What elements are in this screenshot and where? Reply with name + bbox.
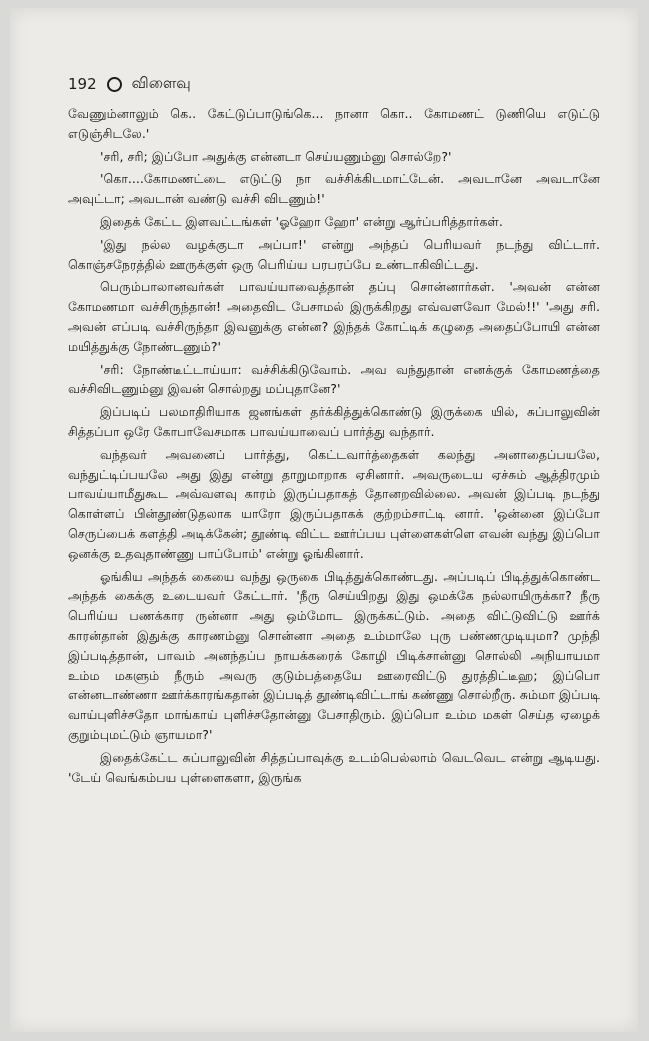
paragraph: பெரும்பாலானவர்கள் பாவய்யாவைத்தான் தப்பு சொன்னார்கள். 'அவன் என்ன கோமணமா வச்சிருந்தான்! அதைவிட பேசாமல் இருக்கிறது எவ்வளவோ மேல்!!' 'அது சரி. அவன் எப்படி வச்சிருந்தா இவனுக்கு என்ன? இந்தக் கோட்டிக் கழுதை அதைப்போயி என்ன மயித்துக்கு நோண்டணும்?'	[68, 279, 600, 354]
paragraph: இப்படிப் பலமாதிரியாக ஜனங்கள் தர்க்கித்துக்கொண்டு இருக்கை யில், சுப்பாலுவின் சித்தப்பா ஒரே கோபாவேசமாக பாவய்யாவைப் பார்த்து வந்தார்.	[68, 404, 600, 439]
page-number: 192	[68, 75, 97, 93]
chapter-title: விளைவு	[131, 74, 191, 92]
circle-icon	[107, 77, 122, 92]
paragraph: ஓங்கிய அந்தக் கையை வந்து ஒருகை பிடித்துக்கொண்டது. அப்படிப் பிடித்துக்கொண்ட அந்தக் கைக்கு உடையவர் கேட்டார். 'நீரு செய்யிறது இது ஒமக்கே நல்லாயிருக்கா? நீரு பெரிய்ய பணக்கார ருன்னா அது ஒம்மோட இருக்கட்டும். அதை விட்டுவிட்டு ஊர்க் காரன்தான் இதுக்கு காரணம்னு சொன்னா அதை உம்மாலே புரு பண்ணமுடியுமா? முந்தி இப்படித்தான், பாவம் அனந்தப்ப நாயக்கரைக் கோழி பிடிக்சான்னு சொல்லி அநியாயமா உம்ம மகளும் நீரும் அவரு குடும்பத்தையே ஊரைவிட்டு துரத்திட்டீஹ; இப்பொ என்னடாண்ணா ஊர்க்காரங்கதான் இப்படித் தூண்டிவிட்டாங் கண்ணு சொல்றீரு. சும்மா இப்படி வாய்புளிச்சதோ மாங்காய் புளிச்சதோன்னு பேசாதிரும். இப்பொ உம்ம மகள் செய்த ஏழைக் குறும்புமட்டும் ஞாயமா?'	[68, 568, 600, 742]
body-text	[68, 104, 600, 787]
paragraph: இதைக்கேட்ட சுப்பாலுவின் சித்தப்பாவுக்கு உடம்பெல்லாம் வெடவெட என்று ஆடியது. 'டேய் வெங்கம்பய புள்ளைகளா, இருங்க	[68, 749, 600, 785]
paragraph: வேணும்னாலும் கெ.. கேட்டுப்பாடுங்கெ... நானா கொ.. கோமணட் டுணியெ எடுட்டு எடுஞ்சிடலே.'	[68, 106, 600, 141]
paragraph: வந்தவர் அவனைப் பார்த்து, கெட்டவார்த்தைகள் கலந்து அனாதைப்பயலே, வந்துட்டிப்பயலே அது இது என்று தாறுமாறாக ஏசினார். அவருடைய ஏச்சும் ஆத்திரமும் பாவய்யாமீதுகூட அவ்வளவு காரம் இருப்பதாகத் தோனறவில்லை. அவன் இப்படி நடந்து கொள்ளப் பின்தூண்டுதலாக யாரோ இருப்பதாகக் குற்றம்சாட்டி னார். 'ஒன்னை இப்போ செருப்பைக் களத்தி அடிக்கேன்; தூண்டி விட்ட ஊர்ப்பய புள்ளைகள்ளெ எவன் வந்து இப்பொ ஒனக்கு உதவுதாண்ணு பாப்போம்' என்று ஓங்கினார்.	[68, 446, 600, 561]
paragraph: 'இது நல்ல வழக்குடா அப்பா!' என்று அந்தப் பெரியவர் நடந்து விட்டார். கொஞ்சநேரத்தில் ஊருக்குள் ஒரு பெரிய்ய பரபரப்பே உண்டாகிவிட்டது.	[68, 236, 600, 272]
paragraph: இதைக் கேட்ட இளவட்டங்கள் 'ஓஹோ ஹோ' என்று ஆர்ப்பரித்தார்கள்.	[100, 213, 503, 229]
book-page	[10, 8, 638, 1032]
page-header	[68, 74, 191, 94]
paragraph: 'கொ....கோமணட்டை எடுட்டு நா வச்சிக்கிடமாட்டேன். அவடானே அவடானே அவுட்டா; அவடான் வண்டு வச்சி விடணும்!'	[68, 171, 600, 207]
paragraph: 'சரி, சரி; இப்போ அதுக்கு என்னடா செய்யணும்னு சொல்றே?'	[100, 148, 452, 164]
paragraph: 'சரி: நோண்டீட்டாய்யா: வச்சிக்கிடுவோம். அவ வந்துதான் எனக்குக் கோமணத்தை வச்சிவிடணும்னு இவன் சொல்றது மப்புதானே?'	[68, 361, 600, 397]
